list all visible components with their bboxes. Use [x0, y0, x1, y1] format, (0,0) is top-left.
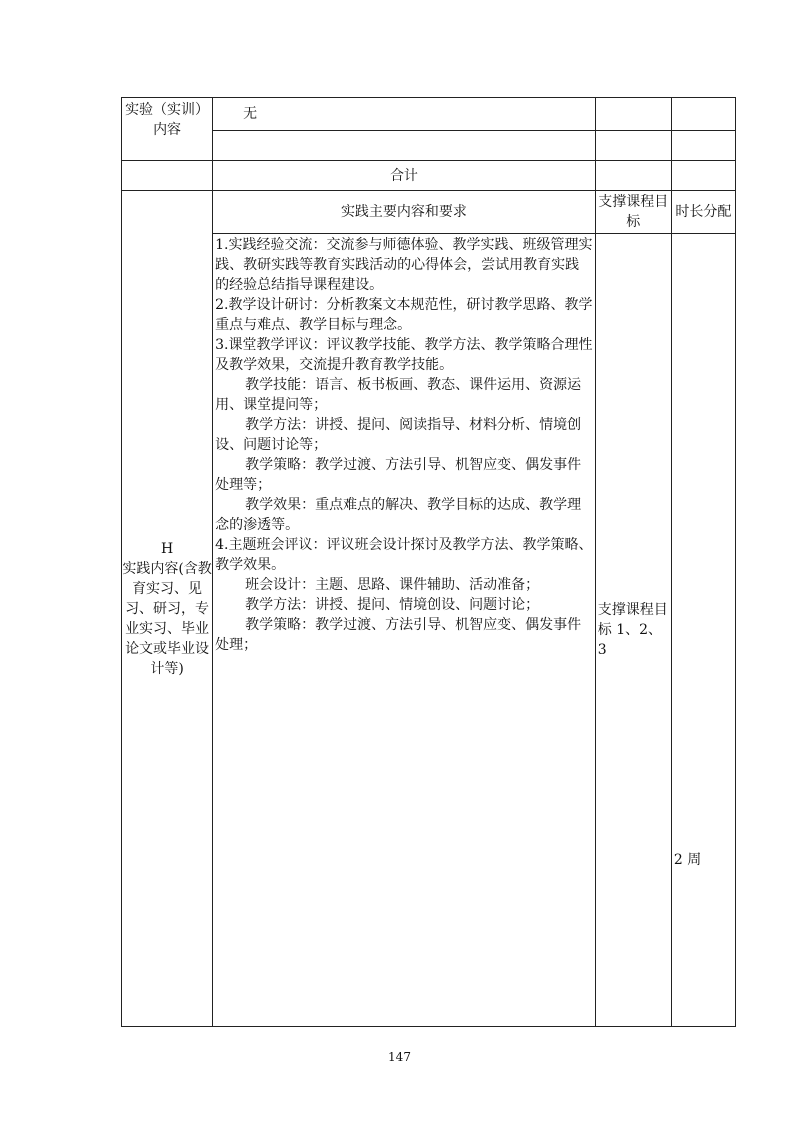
- table-header-row: [122, 191, 736, 234]
- duration-cell: [671, 234, 735, 1027]
- empty-cell: [595, 98, 671, 131]
- content-line: 3.课堂教学评议：评议教学技能、教学方法、教学策略合理性及教学效果，交流提升教育教学技能。: [215, 337, 593, 373]
- table-row: [122, 234, 736, 1027]
- empty-cell: [671, 98, 735, 131]
- course-table: [121, 97, 736, 1027]
- total-label: 合计: [213, 161, 596, 191]
- content-line: 4.主题班会评议：评议班会设计探讨及教学方法、教学策略、教学效果。: [215, 537, 593, 573]
- empty-cell: [122, 161, 213, 191]
- page-number: 147: [388, 1050, 411, 1064]
- header-duration: 时长分配: [671, 191, 735, 234]
- empty-cell: [213, 131, 596, 161]
- content-line: 教学方法：讲授、提问、阅读指导、材料分析、情境创设、问题讨论等；: [215, 417, 582, 453]
- practice-label-cell: [122, 191, 213, 1027]
- content-line: 1.实践经验交流：交流参与师德体验、教学实践、班级管理实践、教研实践等教育实践活动的心得体会，尝试用教育实践的经验总结指导课程建设。: [215, 237, 593, 293]
- table-row: [122, 131, 736, 161]
- practice-label: 实践内容(含教育实习、见习、研习，专业实习、毕业论文或毕业设计等): [122, 560, 212, 677]
- experiment-value: 无: [213, 98, 596, 131]
- content-line: 教学策略：教学过渡、方法引导、机智应变、偶发事件处理等；: [215, 457, 582, 493]
- empty-cell: [595, 131, 671, 161]
- empty-cell: [595, 161, 671, 191]
- duration-value: 2 周: [673, 852, 702, 868]
- experiment-label: 实验（实训）内容: [122, 98, 213, 161]
- support-target: 支撑课程目标 1、2、3: [595, 234, 671, 1027]
- content-line: 教学方法：讲授、提问、情境创设、问题讨论；: [245, 597, 540, 613]
- practice-code: H: [160, 540, 174, 557]
- header-target: 支撑课程目标: [595, 191, 671, 234]
- content-line: 教学策略：教学过渡、方法引导、机智应变、偶发事件处理；: [215, 617, 582, 653]
- empty-cell: [671, 131, 735, 161]
- practice-content: [213, 234, 596, 1027]
- content-line: 教学技能：语言、板书板画、教态、课件运用、资源运用、课堂提问等；: [215, 377, 582, 413]
- content-line: 班会设计：主题、思路、课件辅助、活动准备；: [245, 577, 540, 593]
- table-row: [122, 98, 736, 131]
- header-content: 实践主要内容和要求: [213, 191, 596, 234]
- table-row: [122, 161, 736, 191]
- content-line: 2.教学设计研讨：分析教案文本规范性，研讨教学思路、教学重点与难点、教学目标与理念。: [215, 297, 593, 333]
- content-line: 教学效果：重点难点的解决、教学目标的达成、教学理念的渗透等。: [215, 497, 582, 533]
- empty-cell: [671, 161, 735, 191]
